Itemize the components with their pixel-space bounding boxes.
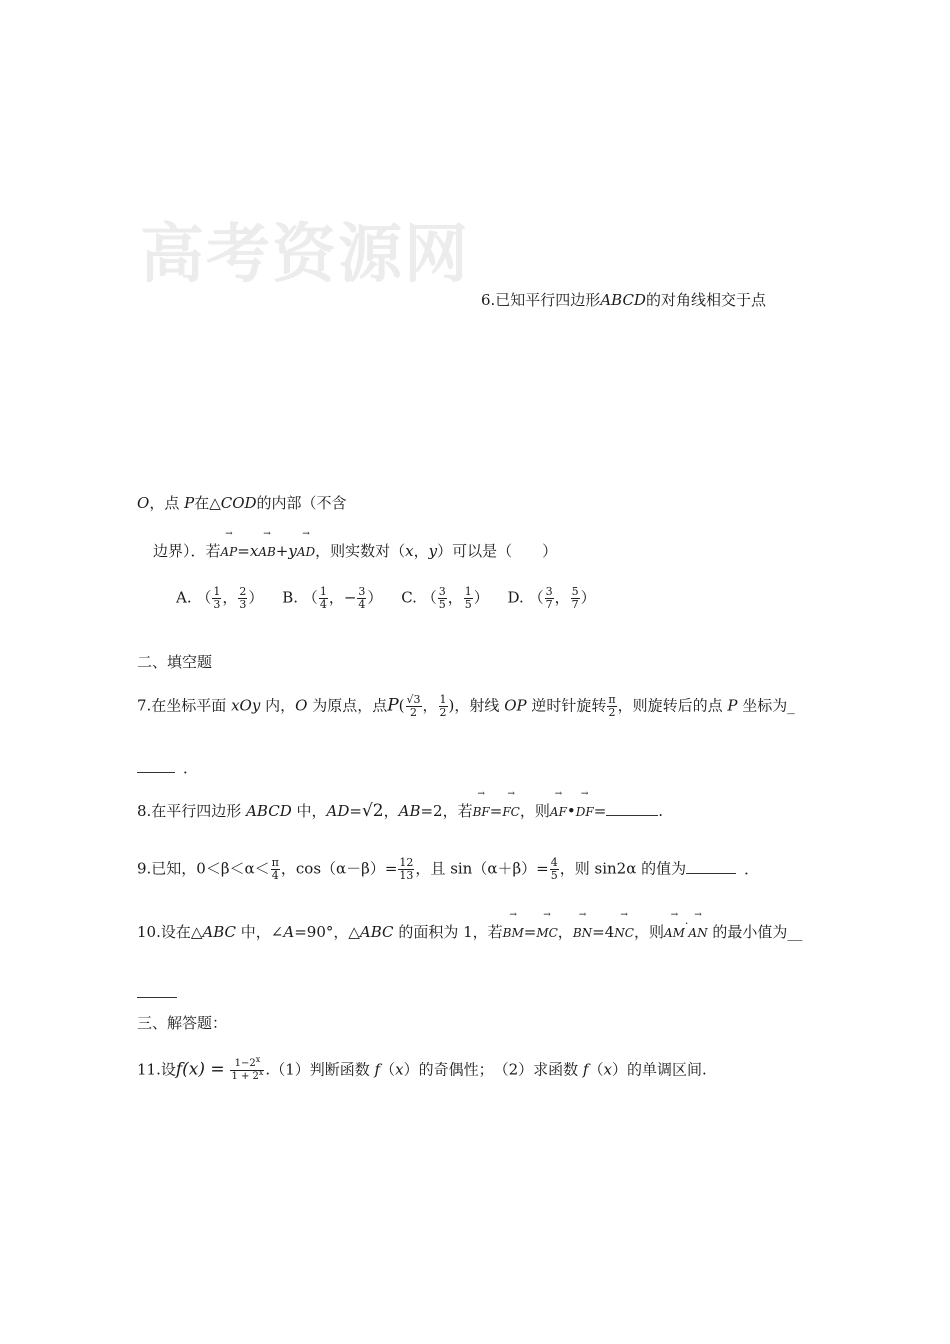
- q6-abcd: ABCD: [600, 291, 646, 309]
- denominator: 3: [239, 598, 247, 611]
- question-9: [137, 857, 759, 882]
- numerator: π: [271, 856, 279, 869]
- denominator: 4: [271, 869, 279, 882]
- equals: =: [349, 802, 362, 820]
- fraction: [438, 586, 447, 611]
- segment-ad: AD: [326, 802, 350, 820]
- fraction: [571, 586, 580, 611]
- question-10-blank[interactable]: [137, 984, 177, 1002]
- answer-blank[interactable]: [606, 803, 658, 816]
- exponent: x: [258, 1068, 264, 1077]
- fraction: [607, 694, 616, 719]
- var-x: x: [249, 542, 259, 560]
- q10-text: =90°，△: [294, 923, 360, 941]
- q7-text: 7.在坐标平面: [137, 696, 232, 715]
- q9-text: ，cos（α－β）: [280, 859, 385, 878]
- paren: （: [421, 588, 437, 607]
- q6-text: ，点: [149, 494, 185, 512]
- numerator: 1: [213, 585, 221, 598]
- option-a[interactable]: A. （ $\frac{1}{3}$ ， $\frac{2}{3}$ ）: [176, 585, 264, 611]
- period: .: [658, 802, 664, 820]
- comma: ，: [557, 923, 573, 941]
- q8-text: =2，若: [420, 802, 473, 820]
- fraction: [319, 586, 328, 611]
- q9-text: ，则 sin2α 的值为: [559, 859, 687, 878]
- var-x: x: [395, 1060, 404, 1079]
- answer-blank[interactable]: [137, 760, 175, 773]
- vector-an: → AN: [688, 926, 707, 940]
- fraction: [406, 694, 422, 719]
- q8-text: 8.在平行四边形: [137, 802, 247, 820]
- angle-a: A: [283, 923, 295, 941]
- q6-p: P: [184, 494, 195, 512]
- function-f-x: f(x) =: [175, 1059, 225, 1080]
- q8-text: 中，: [291, 802, 327, 820]
- vector-ab: → AB: [258, 545, 275, 559]
- q10-text: 的面积为 1，若: [393, 923, 503, 941]
- question-11: [137, 1055, 707, 1083]
- q9-text: ，且 sin（α＋β）: [415, 859, 537, 878]
- fraction: [439, 694, 448, 719]
- numerator: 4: [550, 856, 558, 869]
- section-answer-heading: 三、解答题：: [137, 1014, 228, 1032]
- paren: ）: [473, 588, 489, 607]
- equals: =: [536, 859, 549, 878]
- option-label: B.: [282, 588, 299, 607]
- paren: （: [196, 588, 212, 607]
- comma: ，: [383, 802, 399, 820]
- numerator: π: [608, 693, 616, 706]
- question-6-heading: [481, 289, 766, 310]
- denominator: 5: [438, 598, 446, 611]
- denominator: 5: [464, 598, 472, 611]
- numerator-text: 1−2: [234, 1058, 256, 1069]
- q6-o: O: [137, 494, 150, 512]
- dot-operator: •: [566, 802, 576, 820]
- vector-ap: → AP: [221, 545, 238, 559]
- denominator: 4: [358, 598, 366, 611]
- var-x: x: [603, 1060, 612, 1079]
- q7-text: ，则旋转后的点: [617, 696, 728, 715]
- vector-fc: → FC: [502, 805, 520, 819]
- section-fill-in-heading: 二、填空题: [137, 653, 213, 671]
- period: ．: [744, 859, 760, 878]
- paren: （: [380, 1060, 396, 1079]
- vector-mc: → MC: [536, 926, 557, 940]
- fraction: [271, 857, 280, 882]
- numerator: 3: [358, 585, 366, 598]
- question-7: 7.在坐标平面 xOy 内，O 为原点，点P( $\frac{√3}{2}$ ， $\frac{1}{2}$ )，射线 OP 逆时针旋转 $\frac{\pi}{2}$ ，则旋转后的点 P 坐标为_: [137, 693, 795, 719]
- numerator: 12: [399, 856, 414, 869]
- exponent: x: [255, 1055, 261, 1064]
- denominator: 7: [571, 598, 579, 611]
- option-b[interactable]: B. （ $\frac{1}{4}$ ，− $\frac{3}{4}$ ）: [282, 585, 383, 611]
- q6-text: ，则实数对（: [315, 542, 406, 560]
- numerator: 2: [239, 585, 247, 598]
- q10-text: 的最小值为__: [707, 923, 803, 941]
- q10-text: 中，∠: [236, 923, 284, 941]
- q7-text: 逆时针旋转: [526, 696, 607, 715]
- denominator: 4: [319, 598, 327, 611]
- vector-bf: → BF: [473, 805, 490, 819]
- vector-bm: → BM: [503, 926, 524, 940]
- paren: （: [588, 1060, 604, 1079]
- numerator: √3: [406, 693, 421, 706]
- q6-text: 边界）．若: [153, 542, 221, 560]
- question-6-options: [176, 586, 610, 611]
- numerator: 5: [571, 585, 579, 598]
- fraction: [230, 1055, 264, 1083]
- option-label: A.: [176, 588, 192, 607]
- paren: (: [398, 696, 405, 715]
- denominator: 2: [608, 706, 616, 719]
- equals: =: [384, 859, 398, 878]
- q10-text: 10.设在△: [137, 923, 203, 941]
- question-7-blank[interactable]: [137, 757, 198, 778]
- dot-operator: ·: [684, 917, 689, 930]
- denominator: 7: [545, 598, 553, 611]
- paren: ）: [580, 588, 596, 607]
- fraction: [545, 586, 554, 611]
- equals: =: [237, 542, 250, 560]
- fraction: [550, 857, 559, 882]
- vector-nc: → NC: [614, 926, 634, 940]
- triangle-abc: ABC: [359, 923, 394, 941]
- segment-ab: AB: [398, 802, 421, 820]
- comma: ，: [413, 542, 429, 560]
- ray-op: OP: [504, 696, 527, 715]
- var-y: y: [428, 542, 438, 560]
- function-f: f: [374, 1060, 381, 1079]
- vector-bn: → BN: [573, 926, 592, 940]
- q10-text: =4: [592, 923, 615, 941]
- fraction: [212, 586, 221, 611]
- question-8: 8.在平行四边形 ABCD 中，AD=√2，AB=2，若→ BF=→ FC，则→ AF•→ DF= .: [137, 800, 663, 821]
- q6-text: 在△: [194, 494, 221, 512]
- paren: ）: [248, 588, 264, 607]
- q6-cod: COD: [220, 494, 257, 512]
- numerator: 1: [464, 585, 472, 598]
- function-f: f: [582, 1060, 589, 1079]
- denominator: 3: [213, 598, 221, 611]
- option-d[interactable]: D. （ $\frac{3}{7}$ ， $\frac{5}{7}$ ）: [507, 585, 596, 611]
- var-y: y: [288, 542, 297, 560]
- option-label: D.: [507, 588, 524, 607]
- question-6-line-2: [137, 492, 347, 513]
- numerator: 3: [545, 585, 553, 598]
- vector-df: → DF: [576, 805, 594, 819]
- q6-text: ）可以是（ ）: [437, 542, 558, 560]
- minus-sign: −: [343, 588, 357, 607]
- q7-text: 坐标为_: [737, 696, 795, 715]
- paren: ): [448, 696, 455, 715]
- watermark: 高考资源网: [140, 217, 470, 292]
- q7-text: 内，: [260, 696, 296, 715]
- numerator: 1: [319, 585, 327, 598]
- denominator: 2: [439, 706, 447, 719]
- numerator: 1: [439, 693, 447, 706]
- vector-ad: → AD: [297, 545, 315, 559]
- paren: ）: [367, 588, 383, 607]
- paren: （: [302, 588, 318, 607]
- period: ．: [183, 759, 199, 777]
- q11-text: ）的奇偶性； （2）求函数: [403, 1060, 583, 1079]
- denominator: 13: [399, 869, 414, 882]
- q7-o: O: [295, 696, 308, 715]
- option-label: C.: [401, 588, 417, 607]
- q6-text: 6.已知平行四边形: [481, 291, 601, 309]
- answer-blank[interactable]: [137, 985, 177, 998]
- point-p: P: [387, 695, 399, 716]
- sqrt-2: √2: [361, 801, 384, 821]
- denominator: [230, 1068, 264, 1083]
- var-x: x: [405, 542, 414, 560]
- denominator: 5: [550, 869, 558, 882]
- option-c[interactable]: C. （ $\frac{3}{5}$ ， $\frac{1}{5}$ ）: [401, 585, 489, 611]
- question-6-line-3: [153, 540, 557, 561]
- q9-text: 9.已知，0＜β＜α＜: [137, 859, 270, 878]
- denominator-text: 1 + 2: [231, 1071, 259, 1082]
- numerator: 3: [438, 585, 446, 598]
- fraction: [464, 586, 473, 611]
- vector-am: → AM: [664, 926, 685, 940]
- q7-text: 为原点，点: [307, 696, 388, 715]
- q7-text: ，射线: [454, 696, 505, 715]
- q6-text: 的内部（不含: [256, 494, 347, 512]
- point-p: P: [727, 696, 738, 715]
- fraction: [398, 857, 414, 882]
- q6-text-tail: 的对角线相交于点: [645, 291, 766, 309]
- q11-text: .（1）判断函数: [265, 1060, 375, 1079]
- plus: +: [275, 542, 289, 560]
- q7-xoy: xOy: [231, 696, 261, 715]
- question-10: 10.设在△ABC 中，∠A=90°，△ABC 的面积为 1，若→ BM=→ MC，→ BN=4→ NC，则→ AM·→ AN 的最小值为__: [137, 921, 802, 942]
- triangle-abc: ABC: [202, 923, 237, 941]
- q8-text: ，则: [519, 802, 550, 820]
- q8-abcd: ABCD: [246, 802, 292, 820]
- equals: =: [593, 802, 607, 820]
- fraction: [238, 586, 247, 611]
- denominator: 2: [410, 706, 418, 719]
- answer-blank[interactable]: [686, 861, 736, 874]
- paren: （: [528, 588, 544, 607]
- q10-text: ，则: [633, 923, 664, 941]
- q11-text: 11.设: [137, 1060, 176, 1079]
- fraction: [357, 586, 366, 611]
- q11-text: ）的单调区间.: [611, 1060, 707, 1079]
- vector-af: → AF: [550, 805, 567, 819]
